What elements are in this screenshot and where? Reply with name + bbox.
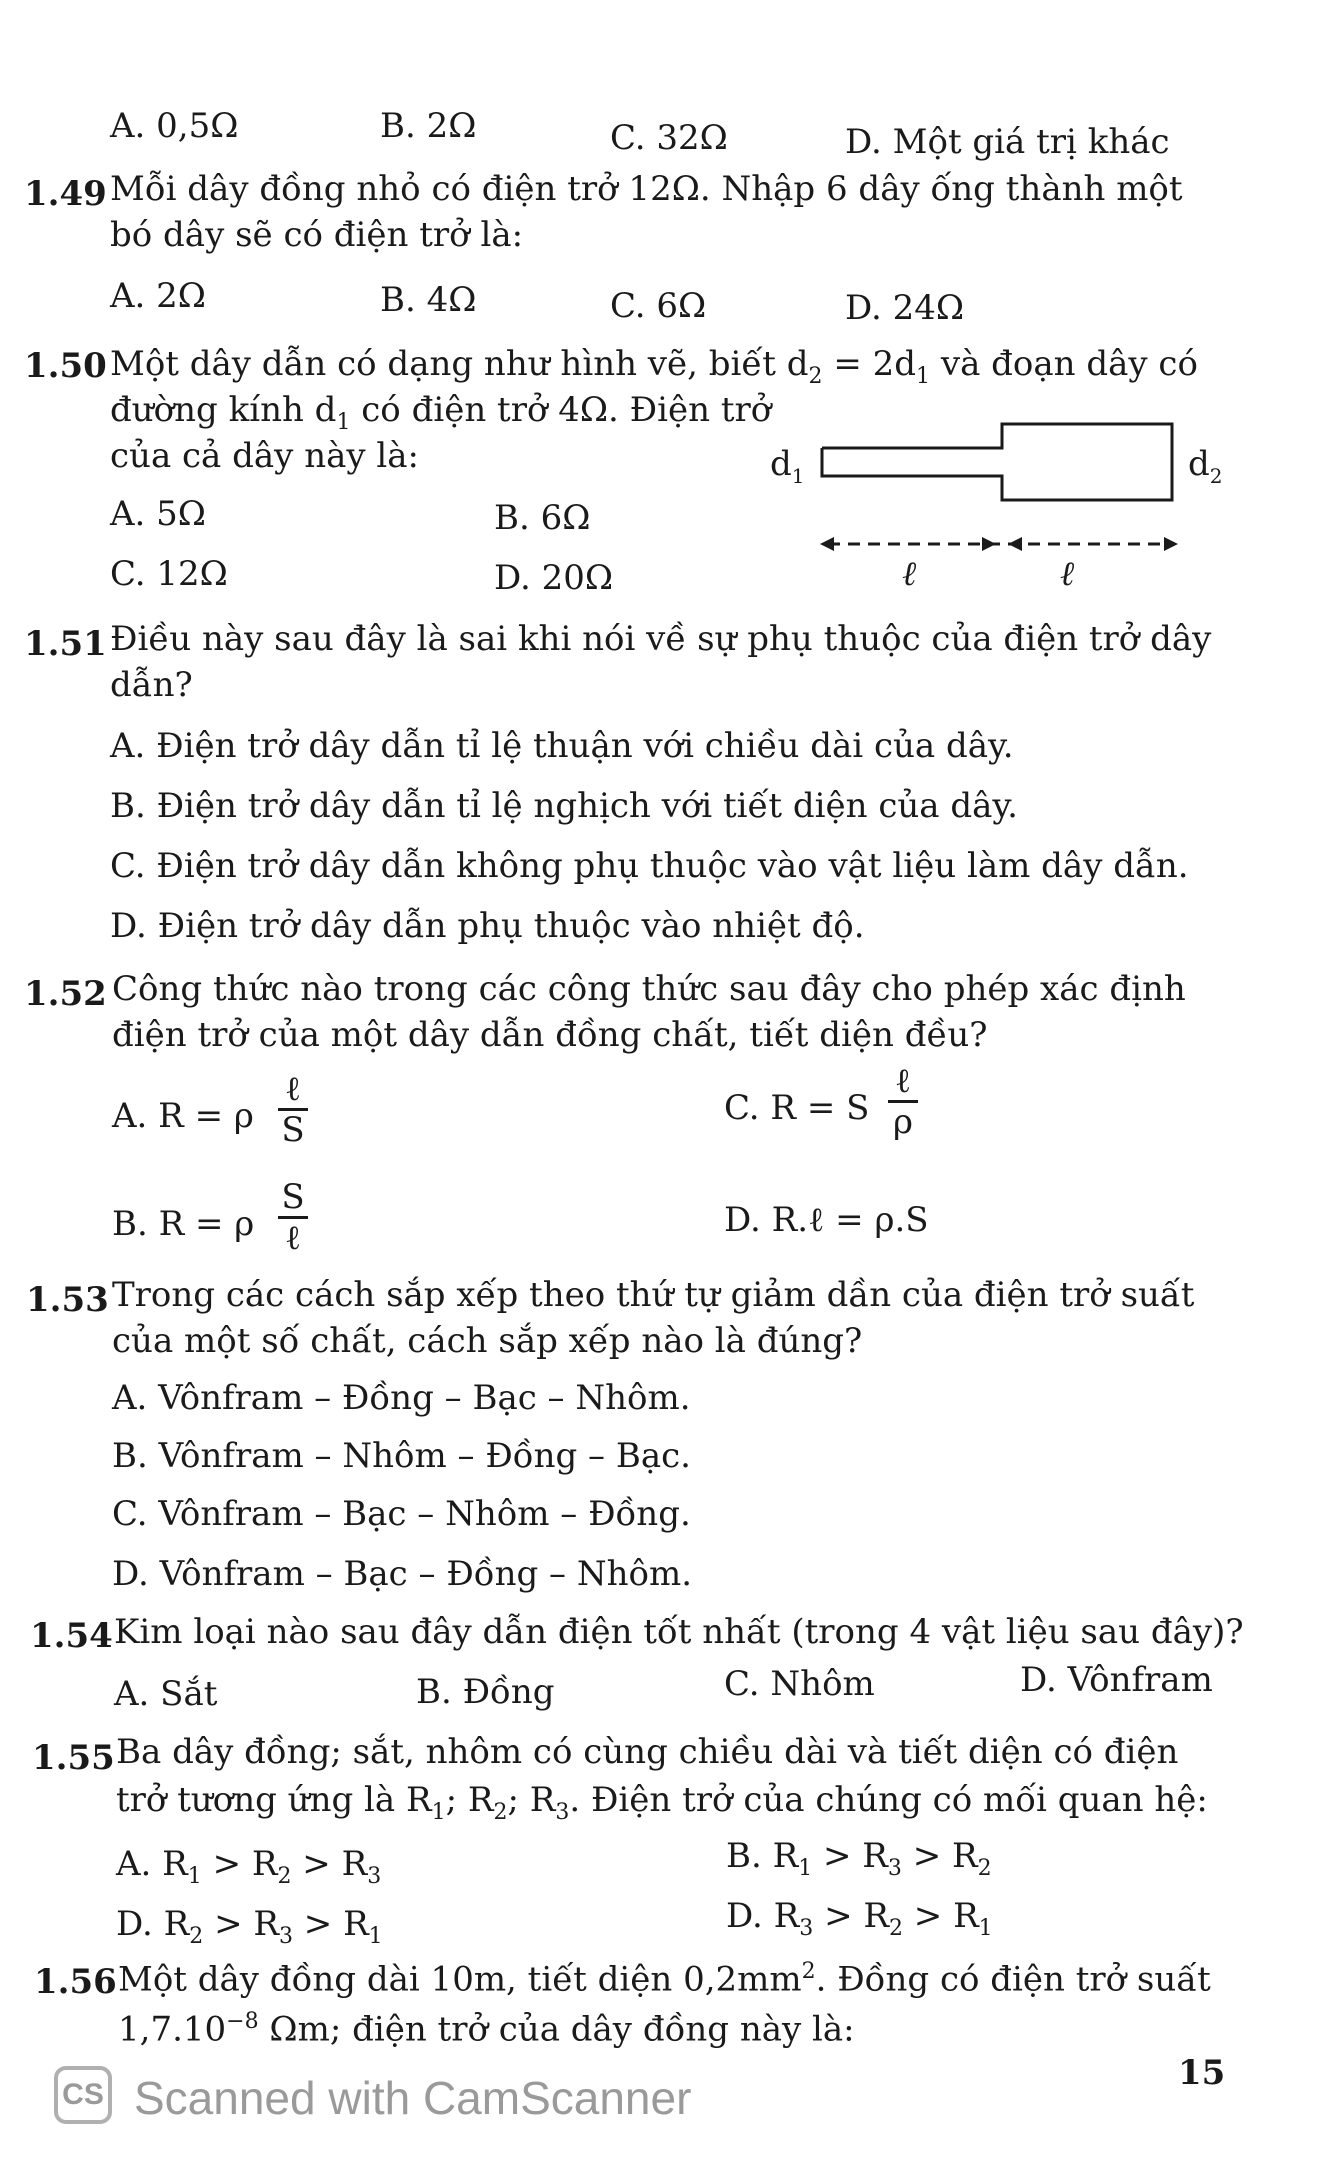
denominator: ρ xyxy=(893,1102,913,1142)
page-number: 15 xyxy=(1178,2053,1226,2093)
question-number: 1.51 xyxy=(24,624,107,664)
question-text: Kim loại nào sau đây dẫn điện tốt nhất (trong 4 vật liệu sau đây)? xyxy=(114,1612,1244,1652)
option-c: C. Nhôm xyxy=(724,1664,875,1704)
arrow-mid-left-icon xyxy=(1008,537,1022,551)
length-label-right: ℓ xyxy=(1060,554,1075,594)
option-d: D. Một giá trị khác xyxy=(845,122,1170,162)
formula-c-prefix: C. R = S xyxy=(724,1088,870,1128)
question-text-line: Một dây đồng dài 10m, tiết diện $0,2mm^2$. Đồng có điện trở suất xyxy=(118,1959,1211,2000)
question-number: 1.49 xyxy=(24,174,107,214)
option-c: C. 12Ω xyxy=(110,554,228,594)
option-b: B. Vônfram – Nhôm – Đồng – Bạc. xyxy=(112,1436,691,1476)
label-d1: $d_1$ xyxy=(770,444,805,488)
option-d: D. 20Ω xyxy=(494,558,614,598)
question-number: 1.50 xyxy=(24,346,107,386)
question-text: Mỗi dây đồng nhỏ có điện trở 12Ω. Nhập 6 dây ống thành một bó dây sẽ có điện trở là: xyxy=(110,169,1183,255)
question-number: 1.54 xyxy=(30,1616,113,1656)
question-text-line: của cả dây này là: xyxy=(110,436,419,476)
question-text-line: đường kính $d_1$ có điện trở 4Ω. Điện trở xyxy=(110,390,772,435)
wire-figure xyxy=(770,420,1230,600)
numerator: ℓ xyxy=(284,1069,302,1109)
question-text-line: $1,7.10^{-8}$ Ωm; điện trở của dây đồng này là: xyxy=(118,2009,855,2050)
option-b: B. 6Ω xyxy=(494,498,591,538)
question-text-line: Một dây dẫn có dạng như hình vẽ, biết $d_2 = 2d_1$ và đoạn dây có xyxy=(110,344,1198,389)
denominator: ℓ xyxy=(284,1218,302,1258)
question-number: 1.55 xyxy=(32,1738,115,1778)
option-d: D. $R_3 > R_2 > R_1$ xyxy=(726,1896,993,1941)
question-number: 1.52 xyxy=(24,974,107,1014)
option-b: B. $R_1 > R_3 > R_2$ xyxy=(726,1836,992,1881)
formula-a-fraction xyxy=(278,1069,308,1150)
watermark-text: Scanned with CamScanner xyxy=(134,2072,692,2124)
option-a: A. $R_1 > R_2 > R_3$ xyxy=(116,1844,382,1889)
option-c: C. Điện trở dây dẫn không phụ thuộc vào vật liệu làm dây dẫn. xyxy=(110,846,1189,886)
question-text-line: trở tương ứng là $R_1$; $R_2$; $R_3$. Điện trở của chúng có mối quan hệ: xyxy=(116,1780,1208,1825)
camscanner-logo-icon: CS xyxy=(54,2066,112,2124)
option-c: D. $R_2 > R_3 > R_1$ xyxy=(116,1904,383,1949)
option-c: C. 32Ω xyxy=(610,118,728,158)
length-label-left: ℓ xyxy=(902,554,917,594)
question-text: Trong các cách sắp xếp theo thứ tự giảm dần của điện trở suất của một số chất, cách sắp xếp nào là đúng? xyxy=(112,1275,1195,1361)
numerator: S xyxy=(281,1177,305,1217)
option-c: C. Vônfram – Bạc – Nhôm – Đồng. xyxy=(112,1494,691,1534)
formula-b-fraction xyxy=(278,1177,308,1258)
wire-outline xyxy=(822,424,1172,500)
option-b: B. Đồng xyxy=(416,1672,555,1712)
option-a: A. 0,5Ω xyxy=(110,106,239,146)
numerator: ℓ xyxy=(894,1061,912,1101)
option-a: A. Sắt xyxy=(114,1674,218,1714)
question-number: 1.56 xyxy=(34,1962,117,2002)
option-b: B. Điện trở dây dẫn tỉ lệ nghịch với tiết diện của dây. xyxy=(110,786,1018,826)
wire-diagram xyxy=(770,420,1230,600)
arrow-mid-right-icon xyxy=(982,537,996,551)
formula-b-prefix: B. R = ρ xyxy=(112,1204,255,1244)
option-d: D. Vônfram – Bạc – Đồng – Nhôm. xyxy=(112,1554,693,1594)
option-b: B. 4Ω xyxy=(380,280,477,320)
option-a: A. 5Ω xyxy=(110,494,206,534)
question-number: 1.53 xyxy=(26,1280,109,1320)
label-d2: $d_2$ xyxy=(1188,444,1223,488)
arrow-right-icon xyxy=(1164,537,1178,551)
option-d: D. Vônfram xyxy=(1020,1660,1213,1700)
option-a: A. 2Ω xyxy=(110,276,206,316)
formula-a-prefix: A. R = ρ xyxy=(112,1096,254,1136)
option-a: A. Điện trở dây dẫn tỉ lệ thuận với chiều dài của dây. xyxy=(110,726,1014,766)
question-text: Công thức nào trong các công thức sau đây cho phép xác định điện trở của một dây dẫn đồng chất, tiết diện đều? xyxy=(112,969,1186,1055)
question-text-line: Ba dây đồng; sắt, nhôm có cùng chiều dài và tiết diện có điện xyxy=(116,1732,1179,1772)
formula-d: D. R.ℓ = ρ.S xyxy=(724,1200,929,1240)
arrow-left-icon xyxy=(820,537,834,551)
option-b: B. 2Ω xyxy=(380,106,477,146)
option-c: C. 6Ω xyxy=(610,286,707,326)
option-d: D. 24Ω xyxy=(845,288,965,328)
question-text: Điều này sau đây là sai khi nói về sự phụ thuộc của điện trở dây dẫn? xyxy=(110,619,1212,705)
option-d: D. Điện trở dây dẫn phụ thuộc vào nhiệt độ. xyxy=(110,906,865,946)
option-a: A. Vônfram – Đồng – Bạc – Nhôm. xyxy=(112,1378,691,1418)
denominator: S xyxy=(281,1110,305,1150)
formula-c-fraction xyxy=(888,1061,918,1142)
